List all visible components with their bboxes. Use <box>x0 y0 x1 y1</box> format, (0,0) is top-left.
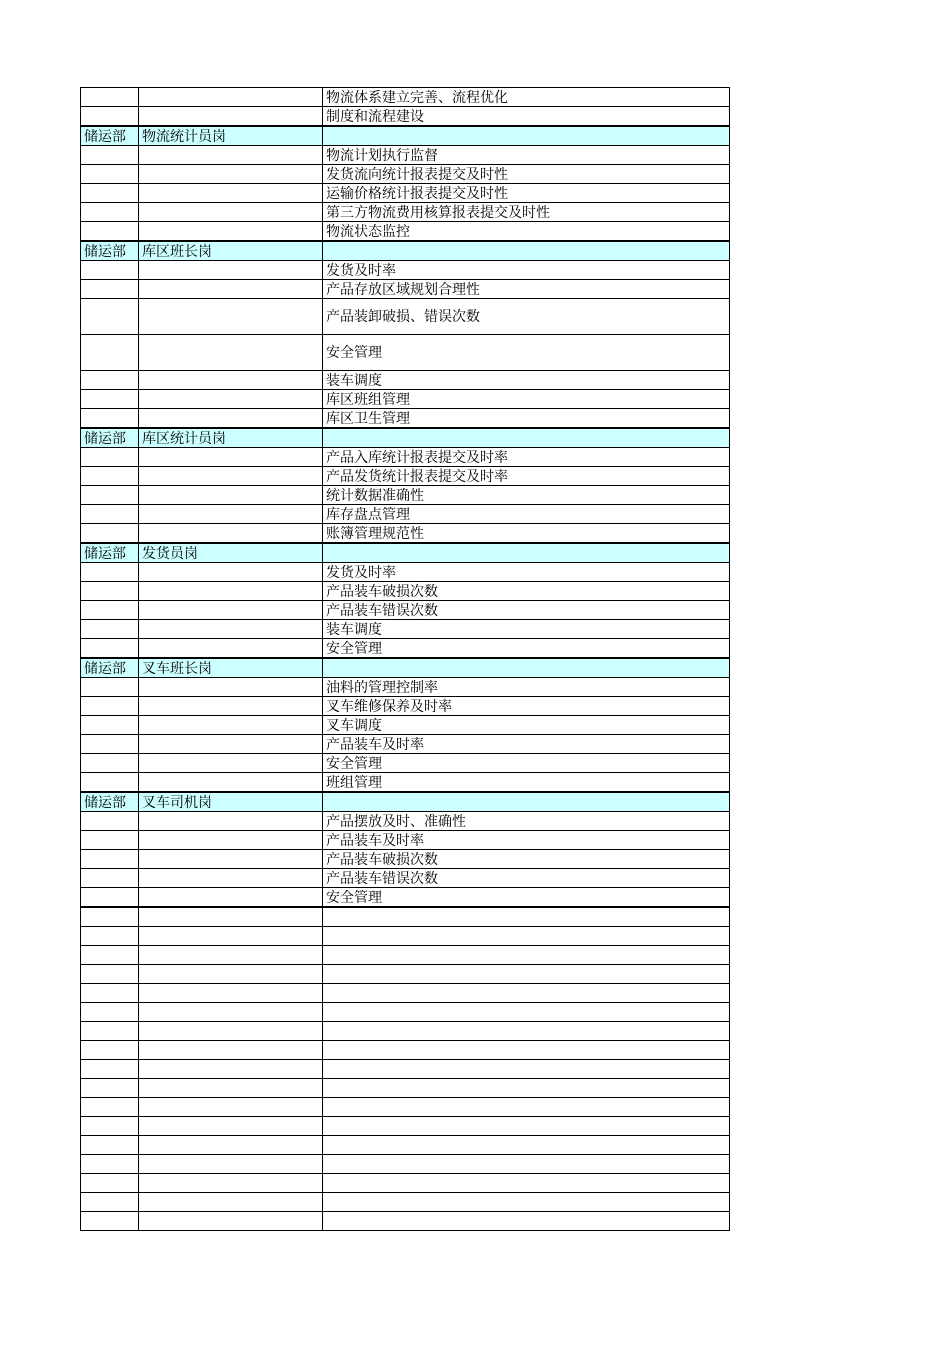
table-row <box>81 261 730 280</box>
cell-indicator[interactable]: 库存盘点管理 <box>323 505 730 524</box>
table-row <box>81 927 730 946</box>
cell-post[interactable] <box>139 1193 323 1212</box>
cell-indicator[interactable]: 库区卫生管理 <box>323 409 730 429</box>
cell-department[interactable] <box>81 448 139 467</box>
cell-indicator[interactable]: 制度和流程建设 <box>323 107 730 127</box>
table-row <box>81 409 730 429</box>
cell-department[interactable] <box>81 222 139 242</box>
cell-department[interactable] <box>81 107 139 127</box>
cell-post[interactable] <box>139 1003 323 1022</box>
cell-post[interactable] <box>139 1022 323 1041</box>
cell-indicator[interactable]: 装车调度 <box>323 620 730 639</box>
cell-indicator[interactable] <box>323 792 730 812</box>
cell-post[interactable] <box>139 716 323 735</box>
cell-post[interactable] <box>139 486 323 505</box>
cell-indicator[interactable]: 统计数据准确性 <box>323 486 730 505</box>
cell-indicator[interactable] <box>323 1098 730 1117</box>
cell-post[interactable] <box>139 146 323 165</box>
table-row <box>81 831 730 850</box>
cell-department[interactable] <box>81 1003 139 1022</box>
cell-post[interactable]: 物流统计员岗 <box>139 126 323 146</box>
cell-post[interactable] <box>139 678 323 697</box>
table-row <box>81 697 730 716</box>
table-row <box>81 1041 730 1060</box>
table-row <box>81 486 730 505</box>
cell-indicator[interactable]: 叉车维修保养及时率 <box>323 697 730 716</box>
table-row <box>81 1136 730 1155</box>
table-row <box>81 984 730 1003</box>
cell-indicator[interactable]: 账簿管理规范性 <box>323 524 730 544</box>
table-row <box>81 1193 730 1212</box>
cell-department[interactable] <box>81 773 139 793</box>
cell-post[interactable]: 库区班长岗 <box>139 241 323 261</box>
table-row <box>81 448 730 467</box>
cell-indicator[interactable] <box>323 241 730 261</box>
cell-department[interactable]: 储运部 <box>81 543 139 563</box>
cell-post[interactable] <box>139 965 323 984</box>
table-row <box>81 1155 730 1174</box>
cell-department[interactable]: 储运部 <box>81 241 139 261</box>
cell-indicator[interactable] <box>323 965 730 984</box>
table-row <box>81 1117 730 1136</box>
cell-post[interactable] <box>139 869 323 888</box>
cell-indicator[interactable] <box>323 126 730 146</box>
cell-post[interactable] <box>139 261 323 280</box>
cell-post[interactable] <box>139 107 323 127</box>
cell-indicator[interactable] <box>323 927 730 946</box>
cell-department[interactable] <box>81 735 139 754</box>
table-body <box>81 88 730 1231</box>
cell-post[interactable]: 库区统计员岗 <box>139 428 323 448</box>
table-row <box>81 869 730 888</box>
cell-department[interactable] <box>81 371 139 390</box>
cell-indicator[interactable]: 产品摆放及时、准确性 <box>323 812 730 831</box>
cell-indicator[interactable] <box>323 1212 730 1231</box>
cell-post[interactable] <box>139 448 323 467</box>
table-row <box>81 946 730 965</box>
table-row <box>81 1003 730 1022</box>
cell-indicator[interactable] <box>323 658 730 678</box>
table-row <box>81 812 730 831</box>
cell-department[interactable] <box>81 1098 139 1117</box>
cell-indicator[interactable]: 产品入库统计报表提交及时率 <box>323 448 730 467</box>
table-row-post-header <box>81 126 730 146</box>
cell-post[interactable] <box>139 280 323 299</box>
cell-indicator[interactable]: 安全管理 <box>323 639 730 659</box>
cell-department[interactable] <box>81 888 139 908</box>
cell-department[interactable] <box>81 88 139 107</box>
cell-indicator[interactable]: 装车调度 <box>323 371 730 390</box>
cell-indicator[interactable]: 安全管理 <box>323 754 730 773</box>
table-row <box>81 754 730 773</box>
cell-indicator[interactable] <box>323 946 730 965</box>
cell-department[interactable] <box>81 1117 139 1136</box>
table-row <box>81 716 730 735</box>
cell-post[interactable] <box>139 371 323 390</box>
cell-indicator[interactable] <box>323 1193 730 1212</box>
cell-indicator[interactable] <box>323 543 730 563</box>
cell-post[interactable] <box>139 563 323 582</box>
cell-post[interactable] <box>139 984 323 1003</box>
cell-department[interactable] <box>81 946 139 965</box>
table-row <box>81 888 730 908</box>
cell-post[interactable] <box>139 582 323 601</box>
table-row <box>81 184 730 203</box>
cell-department[interactable] <box>81 184 139 203</box>
cell-post[interactable] <box>139 409 323 429</box>
cell-indicator[interactable]: 物流计划执行监督 <box>323 146 730 165</box>
cell-post[interactable] <box>139 165 323 184</box>
table-row <box>81 850 730 869</box>
cell-department[interactable] <box>81 1212 139 1231</box>
cell-indicator[interactable]: 物流状态监控 <box>323 222 730 242</box>
cell-indicator[interactable]: 发货流向统计报表提交及时性 <box>323 165 730 184</box>
cell-indicator[interactable] <box>323 1155 730 1174</box>
cell-department[interactable] <box>81 280 139 299</box>
cell-department[interactable] <box>81 1155 139 1174</box>
cell-post[interactable] <box>139 524 323 544</box>
table-row <box>81 563 730 582</box>
table-row <box>81 1060 730 1079</box>
table-row <box>81 1212 730 1231</box>
cell-post[interactable] <box>139 335 323 371</box>
table-row-post-header <box>81 658 730 678</box>
cell-post[interactable] <box>139 735 323 754</box>
cell-post[interactable] <box>139 1117 323 1136</box>
cell-department[interactable] <box>81 299 139 335</box>
table-row-post-header <box>81 428 730 448</box>
table-row <box>81 1098 730 1117</box>
cell-post[interactable] <box>139 1041 323 1060</box>
cell-department[interactable] <box>81 486 139 505</box>
cell-department[interactable] <box>81 965 139 984</box>
cell-department[interactable] <box>81 907 139 927</box>
cell-indicator[interactable]: 库区班组管理 <box>323 390 730 409</box>
cell-department[interactable] <box>81 1041 139 1060</box>
cell-department[interactable] <box>81 831 139 850</box>
table-row <box>81 773 730 793</box>
cell-department[interactable] <box>81 261 139 280</box>
cell-department[interactable] <box>81 582 139 601</box>
cell-post[interactable] <box>139 467 323 486</box>
cell-indicator[interactable]: 产品装车破损次数 <box>323 850 730 869</box>
cell-indicator[interactable] <box>323 1079 730 1098</box>
cell-post[interactable] <box>139 620 323 639</box>
table-row <box>81 505 730 524</box>
cell-department[interactable] <box>81 1060 139 1079</box>
cell-indicator[interactable] <box>323 1117 730 1136</box>
cell-department[interactable] <box>81 869 139 888</box>
cell-department[interactable] <box>81 850 139 869</box>
cell-indicator[interactable]: 产品装车错误次数 <box>323 601 730 620</box>
table-row <box>81 1174 730 1193</box>
cell-indicator[interactable]: 发货及时率 <box>323 261 730 280</box>
cell-department[interactable] <box>81 984 139 1003</box>
cell-post[interactable] <box>139 88 323 107</box>
cell-indicator[interactable]: 产品装卸破损、错误次数 <box>323 299 730 335</box>
cell-indicator[interactable]: 班组管理 <box>323 773 730 793</box>
cell-department[interactable] <box>81 390 139 409</box>
table-row-post-header <box>81 543 730 563</box>
cell-department[interactable] <box>81 1174 139 1193</box>
cell-post[interactable] <box>139 946 323 965</box>
cell-post[interactable] <box>139 697 323 716</box>
cell-indicator[interactable]: 第三方物流费用核算报表提交及时性 <box>323 203 730 222</box>
table-row <box>81 601 730 620</box>
cell-department[interactable] <box>81 1193 139 1212</box>
table-row <box>81 165 730 184</box>
cell-department[interactable] <box>81 335 139 371</box>
cell-indicator[interactable]: 油料的管理控制率 <box>323 678 730 697</box>
cell-department[interactable] <box>81 754 139 773</box>
table-row-post-header <box>81 792 730 812</box>
cell-indicator[interactable] <box>323 428 730 448</box>
cell-post[interactable] <box>139 639 323 659</box>
cell-indicator[interactable] <box>323 1174 730 1193</box>
cell-post[interactable] <box>139 601 323 620</box>
table-row <box>81 965 730 984</box>
cell-department[interactable] <box>81 1022 139 1041</box>
table-row <box>81 467 730 486</box>
table-row-post-header <box>81 241 730 261</box>
cell-post[interactable] <box>139 831 323 850</box>
cell-indicator[interactable]: 运输价格统计报表提交及时性 <box>323 184 730 203</box>
cell-indicator[interactable] <box>323 984 730 1003</box>
table-row <box>81 146 730 165</box>
cell-post[interactable] <box>139 927 323 946</box>
cell-post[interactable] <box>139 1212 323 1231</box>
cell-department[interactable]: 储运部 <box>81 428 139 448</box>
cell-post[interactable]: 叉车班长岗 <box>139 658 323 678</box>
cell-post[interactable] <box>139 907 323 927</box>
cell-department[interactable] <box>81 697 139 716</box>
cell-indicator[interactable] <box>323 1022 730 1041</box>
table-row <box>81 88 730 107</box>
cell-department[interactable] <box>81 505 139 524</box>
table-row <box>81 735 730 754</box>
cell-department[interactable] <box>81 678 139 697</box>
cell-indicator[interactable]: 产品装车及时率 <box>323 735 730 754</box>
cell-post[interactable] <box>139 505 323 524</box>
table-row <box>81 678 730 697</box>
spreadsheet-table <box>80 87 730 1231</box>
cell-indicator[interactable] <box>323 1060 730 1079</box>
cell-department[interactable] <box>81 409 139 429</box>
cell-indicator[interactable] <box>323 907 730 927</box>
cell-post[interactable] <box>139 1155 323 1174</box>
cell-department[interactable] <box>81 467 139 486</box>
cell-indicator[interactable]: 产品装车及时率 <box>323 831 730 850</box>
cell-post[interactable] <box>139 203 323 222</box>
cell-post[interactable] <box>139 1174 323 1193</box>
cell-department[interactable] <box>81 639 139 659</box>
table-row <box>81 107 730 127</box>
table-row <box>81 222 730 242</box>
table-row <box>81 1022 730 1041</box>
table-row <box>81 524 730 544</box>
cell-department[interactable] <box>81 812 139 831</box>
cell-department[interactable]: 储运部 <box>81 792 139 812</box>
cell-indicator[interactable]: 产品存放区域规划合理性 <box>323 280 730 299</box>
table-row <box>81 371 730 390</box>
table-row <box>81 203 730 222</box>
cell-post[interactable] <box>139 1136 323 1155</box>
cell-indicator[interactable] <box>323 1136 730 1155</box>
cell-post[interactable] <box>139 1098 323 1117</box>
cell-post[interactable] <box>139 222 323 242</box>
table-row <box>81 299 730 335</box>
cell-post[interactable]: 叉车司机岗 <box>139 792 323 812</box>
cell-post[interactable] <box>139 184 323 203</box>
cell-department[interactable] <box>81 1136 139 1155</box>
cell-indicator[interactable]: 产品装车错误次数 <box>323 869 730 888</box>
cell-indicator[interactable] <box>323 1041 730 1060</box>
cell-department[interactable] <box>81 203 139 222</box>
cell-department[interactable] <box>81 620 139 639</box>
cell-post[interactable]: 发货员岗 <box>139 543 323 563</box>
cell-post[interactable] <box>139 390 323 409</box>
cell-department[interactable]: 储运部 <box>81 658 139 678</box>
cell-indicator[interactable]: 产品装车破损次数 <box>323 582 730 601</box>
cell-indicator[interactable]: 产品发货统计报表提交及时率 <box>323 467 730 486</box>
cell-department[interactable] <box>81 927 139 946</box>
table-row <box>81 1079 730 1098</box>
cell-post[interactable] <box>139 754 323 773</box>
cell-department[interactable] <box>81 1079 139 1098</box>
cell-department[interactable] <box>81 563 139 582</box>
cell-post[interactable] <box>139 812 323 831</box>
cell-indicator[interactable]: 物流体系建立完善、流程优化 <box>323 88 730 107</box>
table-row <box>81 907 730 927</box>
table-row <box>81 335 730 371</box>
cell-department[interactable] <box>81 146 139 165</box>
cell-post[interactable] <box>139 299 323 335</box>
cell-department[interactable] <box>81 716 139 735</box>
table-row <box>81 620 730 639</box>
cell-department[interactable] <box>81 524 139 544</box>
table-row <box>81 639 730 659</box>
table-row <box>81 280 730 299</box>
cell-department[interactable] <box>81 165 139 184</box>
cell-indicator[interactable]: 安全管理 <box>323 335 730 371</box>
cell-department[interactable] <box>81 601 139 620</box>
cell-indicator[interactable] <box>323 1003 730 1022</box>
cell-post[interactable] <box>139 1060 323 1079</box>
table-row <box>81 582 730 601</box>
cell-department[interactable]: 储运部 <box>81 126 139 146</box>
cell-post[interactable] <box>139 888 323 908</box>
cell-indicator[interactable]: 叉车调度 <box>323 716 730 735</box>
table-row <box>81 390 730 409</box>
cell-post[interactable] <box>139 773 323 793</box>
cell-post[interactable] <box>139 850 323 869</box>
cell-indicator[interactable]: 安全管理 <box>323 888 730 908</box>
cell-indicator[interactable]: 发货及时率 <box>323 563 730 582</box>
cell-post[interactable] <box>139 1079 323 1098</box>
